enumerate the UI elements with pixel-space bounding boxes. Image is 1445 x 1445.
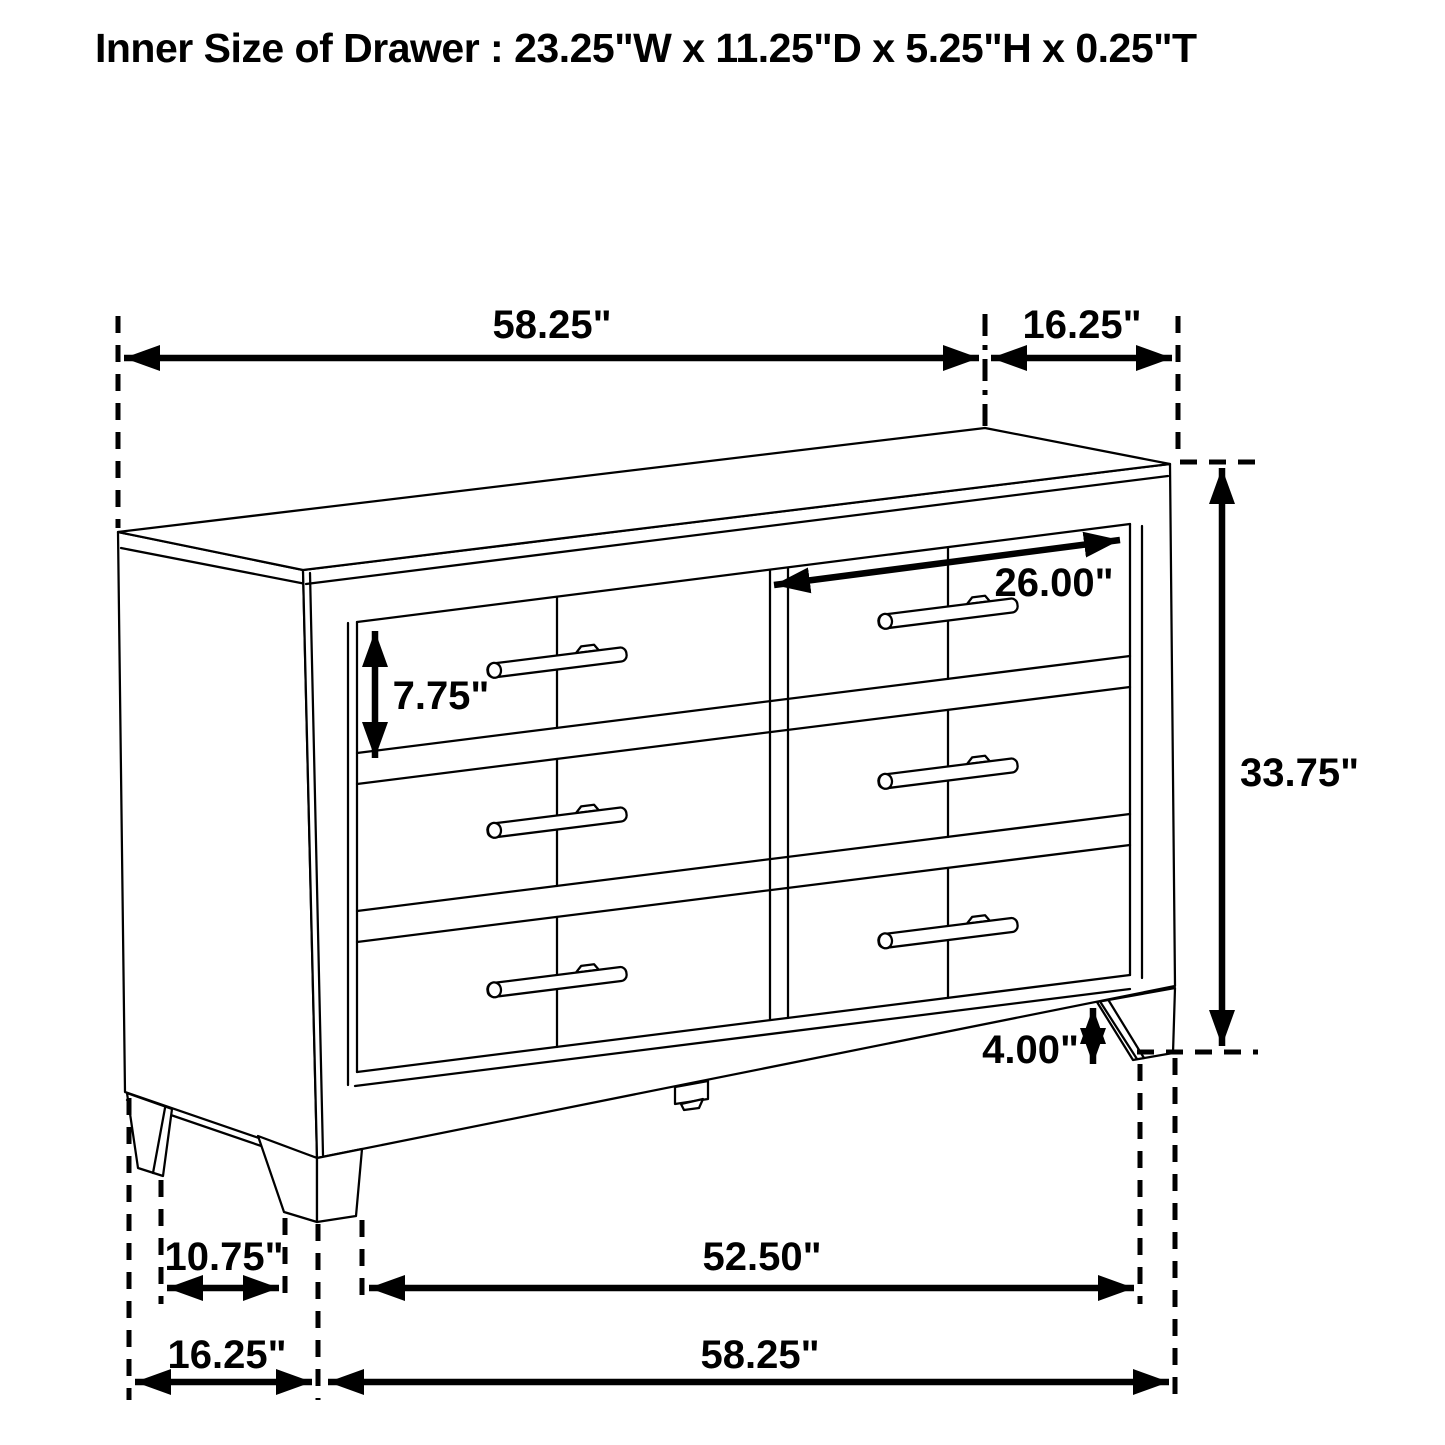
front-left-leg-front-face [317, 1149, 362, 1222]
dimension-bottom-width [328, 1333, 1169, 1382]
leg-height-label: 4.00" [982, 1028, 1079, 1072]
front-right-leg [1097, 988, 1175, 1060]
rear-left-leg [127, 1093, 172, 1176]
dresser-drawing [118, 428, 1175, 1222]
leg-inset-label: 10.75" [164, 1235, 284, 1279]
dimension-top-depth [991, 303, 1172, 358]
dimension-leg-inset-depth [164, 1235, 283, 1288]
drawer-width-label: 26.00" [994, 561, 1114, 605]
overall-height-label: 33.75" [1240, 751, 1360, 795]
top-width-label: 58.25" [492, 303, 612, 347]
dimension-top-width [124, 303, 979, 358]
dresser-left-side-panel [118, 532, 317, 1158]
dimension-between-legs-width [369, 1235, 1134, 1288]
dimension-overall-height [1222, 468, 1359, 1046]
bottom-depth-label: 16.25" [167, 1333, 287, 1377]
drawer-height-label: 7.75" [392, 674, 490, 718]
between-legs-label: 52.50" [702, 1235, 822, 1279]
page-title: Inner Size of Drawer : 23.25"W x 11.25"D x 5.25"H x 0.25"T [95, 25, 1197, 71]
bottom-width-label: 58.25" [700, 1333, 820, 1377]
dimension-bottom-depth [135, 1333, 312, 1382]
top-depth-label: 16.25" [1022, 303, 1142, 347]
